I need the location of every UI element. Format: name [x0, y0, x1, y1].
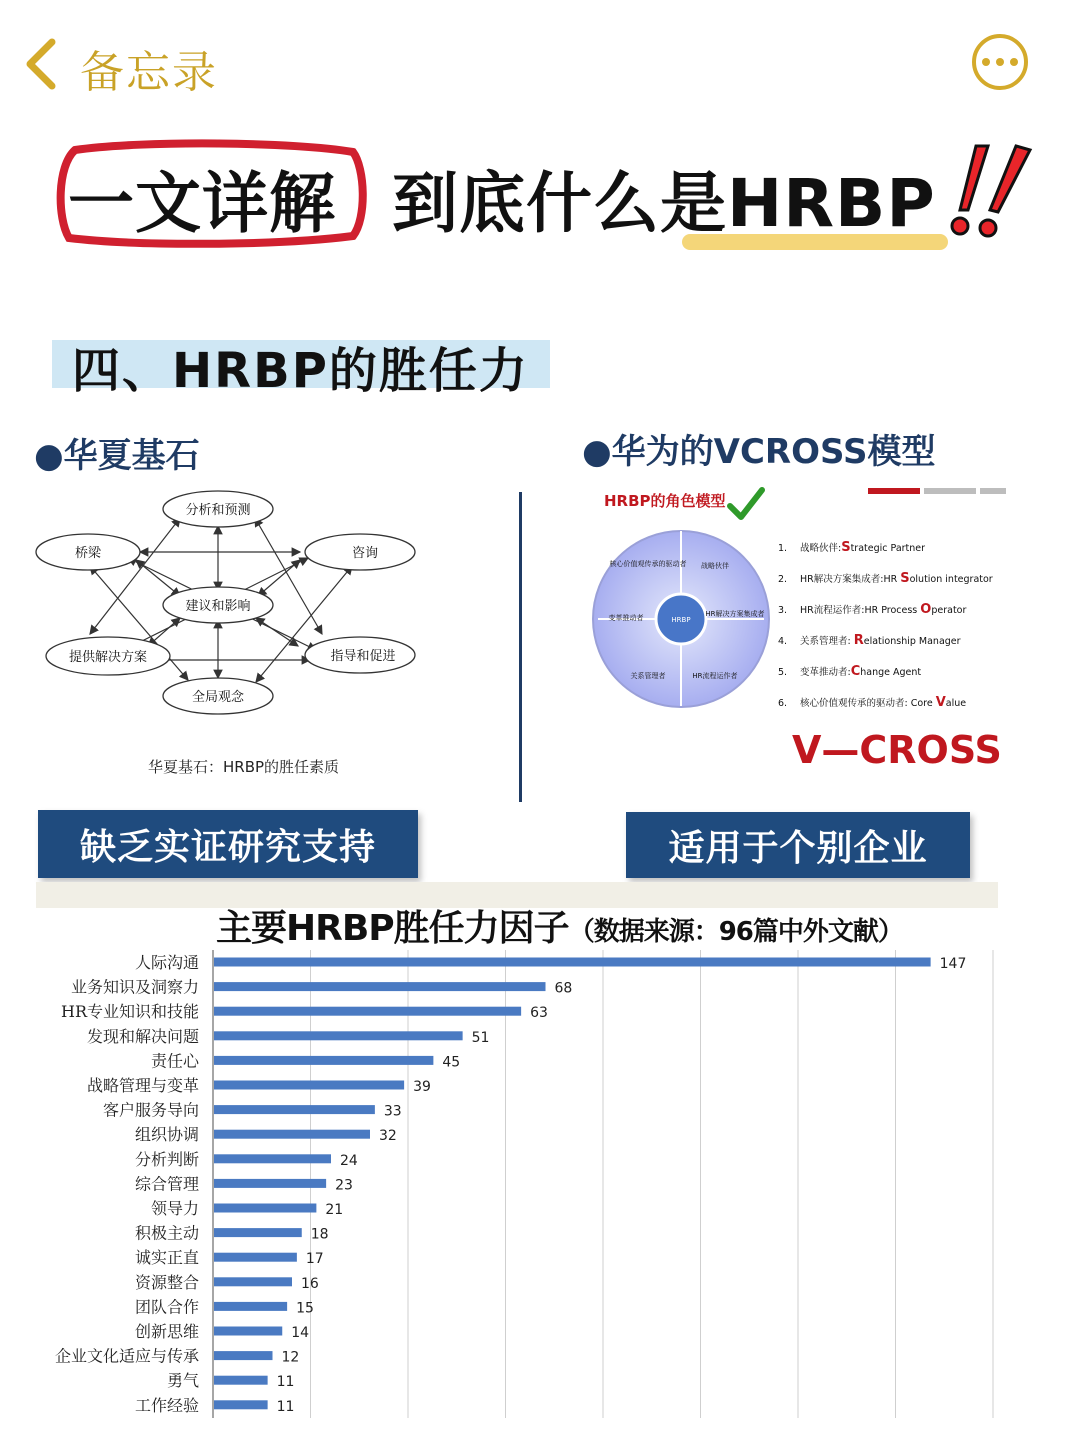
category-label: 资源整合 [134, 1272, 199, 1292]
back-chevron-icon[interactable] [22, 34, 62, 94]
data-label: 12 [281, 1349, 300, 1366]
title-lead: 一文详解 [68, 165, 336, 242]
chart-title [216, 900, 903, 951]
role-model-title: HRBP的角色模型 [604, 492, 726, 510]
data-label: 15 [296, 1300, 314, 1317]
bar [214, 1081, 404, 1090]
node-label: 桥梁 [74, 546, 102, 561]
role-list [778, 540, 993, 726]
data-label: 17 [305, 1251, 324, 1268]
category-label: 工作经验 [134, 1395, 199, 1415]
left-heading: ●华夏基石 [34, 436, 200, 476]
chart-title-main: 主要HRBP胜任力因子 [216, 908, 569, 949]
bar [214, 982, 546, 991]
node-label: 咨询 [351, 546, 379, 561]
circle-segment-label: 关系管理者 [630, 672, 666, 680]
circle-segment-label: 核心价值观传承的驱动者 [609, 560, 687, 568]
category-label: 业务知识及洞察力 [70, 977, 199, 997]
data-label: 21 [325, 1202, 344, 1218]
category-label: 客户服务导向 [102, 1100, 199, 1120]
role-item: 2. HR解决方案集成者:HR Solution integrator [778, 571, 993, 586]
data-label: 63 [530, 1005, 548, 1022]
data-label: 33 [383, 1103, 402, 1120]
bar [214, 1376, 268, 1385]
column-divider [519, 492, 522, 802]
node-label: 提供解决方案 [68, 650, 148, 665]
category-label: 勇气 [166, 1371, 199, 1391]
node-label: 全局观念 [191, 690, 245, 705]
category-label: 创新思维 [134, 1322, 199, 1341]
section-title: 四、HRBP的胜任力 [72, 343, 529, 399]
title-main: 到底什么是HRBP [392, 165, 936, 242]
data-label: 11 [276, 1398, 295, 1415]
data-label: 39 [413, 1079, 431, 1095]
category-label: 积极主动 [134, 1223, 199, 1243]
double-exclamation-icon [946, 140, 1038, 240]
chart-subtitle: （数据来源：96篇中外文献） [568, 917, 903, 947]
competency-bar-chart [0, 948, 1080, 1418]
diagram-caption: 华夏基石：HRBP的胜任素质 [148, 758, 340, 776]
bar [214, 1130, 370, 1139]
data-label: 51 [471, 1029, 490, 1046]
node-label: 分析和预测 [185, 503, 251, 518]
vcross-label: V—CROSS [792, 728, 1002, 772]
role-item: 4. 关系管理者: Relationship Manager [778, 633, 961, 648]
category-label: 综合管理 [134, 1174, 199, 1194]
right-banner: 适用于个别企业 [626, 812, 970, 878]
node-label: 指导和促进 [330, 649, 396, 664]
data-label: 24 [340, 1152, 358, 1169]
bar [214, 1179, 326, 1188]
category-label: 责任心 [150, 1051, 199, 1071]
competency-diagram [30, 488, 490, 788]
data-label: 32 [379, 1128, 397, 1145]
category-label: 发现和解决问题 [86, 1026, 199, 1046]
bar [214, 1277, 292, 1286]
role-item: 3. HR流程运作者:HR Process Operator [778, 602, 967, 617]
data-label: 11 [276, 1374, 295, 1391]
bar [214, 1056, 433, 1065]
bar [214, 1204, 316, 1213]
data-label: 68 [554, 980, 573, 997]
bar [214, 1351, 273, 1360]
category-label: 企业文化适应与传承 [54, 1346, 199, 1366]
bar [214, 1400, 268, 1409]
category-label: 分析判断 [134, 1149, 199, 1169]
category-label: 团队合作 [134, 1297, 199, 1317]
category-label: 领导力 [150, 1199, 199, 1218]
circle-segment-label: HR解决方案集成者 [705, 610, 765, 618]
category-label: HR专业知识和技能 [60, 1002, 199, 1022]
data-label: 14 [291, 1325, 310, 1341]
bar [214, 1327, 282, 1336]
back-label[interactable]: 备忘录 [80, 47, 218, 98]
progress-bars-decoration [868, 488, 1008, 498]
data-label: 23 [335, 1177, 353, 1194]
role-item: 6. 核心价值观传承的驱动者: Core Value [778, 695, 967, 710]
category-label: 诚实正直 [134, 1248, 199, 1268]
bar [214, 1228, 302, 1237]
category-label: 战略管理与变革 [86, 1076, 199, 1095]
left-banner: 缺乏实证研究支持 [38, 810, 418, 878]
node-label: 建议和影响 [185, 599, 251, 614]
category-label: 人际沟通 [134, 953, 199, 972]
data-label: 45 [442, 1054, 461, 1071]
bar [214, 1105, 375, 1114]
bar [214, 1302, 287, 1311]
data-label: 16 [301, 1275, 319, 1292]
bar [214, 1154, 331, 1163]
data-label: 18 [310, 1226, 329, 1243]
role-item: 1. 战略伙伴:Strategic Partner [778, 540, 926, 555]
bar [214, 1007, 521, 1016]
category-label: 组织协调 [134, 1125, 199, 1145]
circle-segment-label: 变革推动者 [608, 614, 644, 622]
role-circle [590, 528, 772, 710]
bar [214, 958, 931, 967]
bar [214, 1253, 297, 1262]
more-options-icon[interactable] [972, 34, 1028, 90]
role-item: 5. 变革推动者:Change Agent [778, 664, 922, 679]
right-heading: ●华为的VCROSS模型 [582, 432, 936, 472]
checkmark-icon [726, 484, 766, 524]
circle-segment-label: HR流程运作者 [692, 672, 738, 680]
bar [214, 1031, 463, 1040]
circle-segment-label: 战略伙伴 [701, 562, 729, 570]
circle-center-label: HRBP [671, 616, 691, 624]
data-label: 147 [939, 956, 967, 972]
